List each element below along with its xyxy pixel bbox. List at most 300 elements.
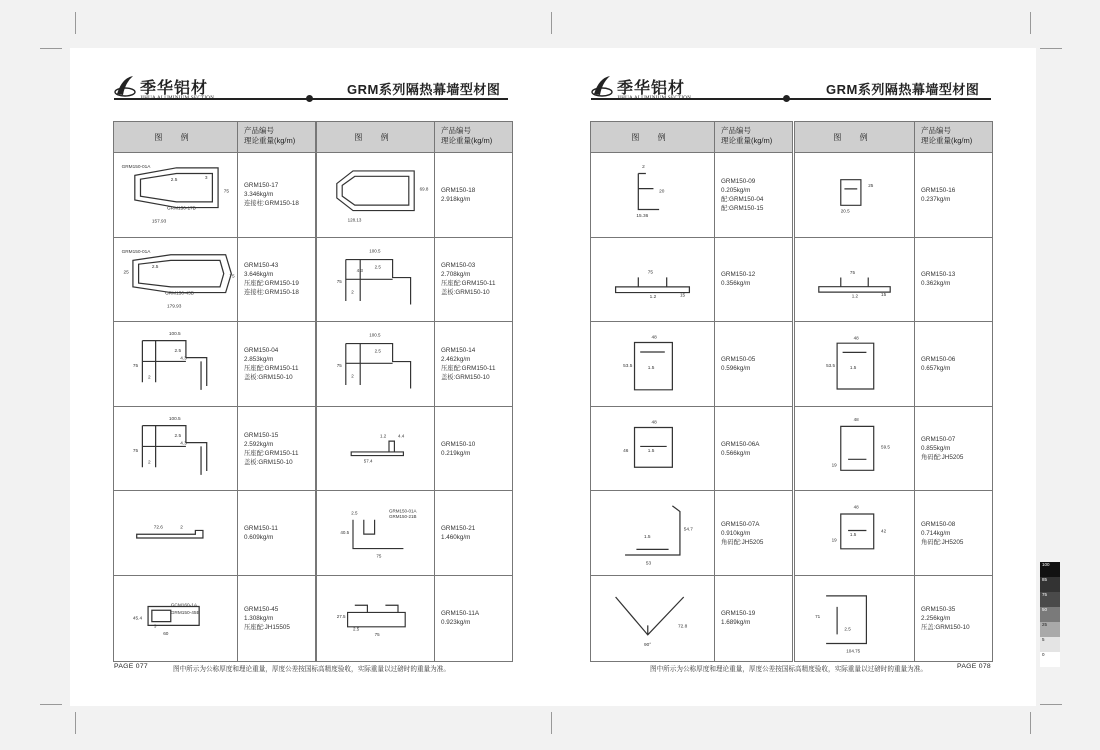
dimension-label: 48	[853, 335, 859, 341]
dimension-label: 53.5	[623, 364, 633, 370]
profile-note: 压座配:GRM150-11	[244, 449, 299, 457]
dimension-label: GRM150-01A	[389, 508, 417, 514]
table-row	[317, 576, 512, 661]
profile-info	[435, 407, 512, 491]
profile-svg	[317, 491, 434, 575]
header-info	[238, 122, 315, 152]
profile-info	[435, 238, 512, 322]
profile-drawing	[591, 491, 715, 575]
dimension-label: 75	[336, 278, 342, 284]
profile-code: GRM150-14	[441, 346, 476, 354]
profile-code: GRM150-09	[721, 177, 756, 185]
profile-info	[238, 576, 315, 661]
profile-code: GRM150-43	[244, 262, 279, 270]
profile-svg	[795, 407, 914, 491]
profile-outline	[826, 596, 866, 644]
profile-info	[715, 576, 792, 661]
left-page	[70, 48, 553, 706]
profile-outline	[841, 180, 861, 206]
crop-mark	[40, 704, 62, 705]
profile-code: GRM150-08	[921, 520, 956, 528]
profile-weight: 0.910kg/m	[721, 529, 751, 537]
profile-code: GRM150-07A	[721, 520, 760, 528]
header-dot	[783, 95, 790, 102]
header-code-label: 产品编号	[441, 126, 471, 135]
profile-svg	[114, 238, 237, 322]
profile-outline	[841, 426, 874, 470]
profile-info	[915, 238, 992, 322]
color-swatch: 100	[1040, 562, 1060, 577]
profile-outline	[135, 168, 218, 208]
profile-weight: 2.462kg/m	[441, 355, 471, 363]
header-code-label: 产品编号	[921, 126, 951, 135]
profile-outline	[133, 254, 231, 292]
dimension-label: 2.5	[151, 264, 159, 270]
profile-svg	[317, 407, 434, 491]
profile-info	[238, 407, 315, 491]
dimension-label: 1.2	[649, 294, 657, 300]
crop-mark	[551, 12, 552, 34]
profile-info	[435, 491, 512, 575]
table-row	[114, 153, 315, 238]
profile-code: GRM150-45	[244, 605, 279, 613]
profile-code: GRM150-35	[921, 605, 956, 613]
profile-note: 连接柱:GRM150-18	[244, 200, 299, 208]
profile-drawing	[795, 491, 915, 575]
dimension-label: 40.5	[340, 530, 350, 536]
table-row	[591, 576, 792, 661]
header-figure: 图 例	[591, 122, 715, 152]
profile-drawing	[317, 576, 435, 661]
table-row	[114, 576, 315, 661]
profile-svg	[795, 322, 914, 406]
profile-outline	[351, 441, 403, 455]
color-swatch: 5	[1040, 637, 1060, 652]
table-row	[795, 322, 992, 407]
profile-weight: 0.609kg/m	[244, 534, 274, 542]
profile-drawing	[317, 491, 435, 575]
table-row	[114, 491, 315, 576]
header-info	[435, 122, 512, 152]
table-header	[795, 122, 992, 153]
profile-svg	[114, 576, 237, 661]
table-row	[591, 322, 792, 407]
dimension-label: 45.4	[132, 616, 143, 622]
dimension-label: 2	[180, 525, 183, 531]
profile-info	[715, 491, 792, 575]
profile-outline	[616, 597, 684, 635]
profile-note: 压座配:GRM150-11	[441, 280, 496, 288]
dimension-label: 54.7	[683, 527, 693, 533]
dimension-label: 4.3	[356, 267, 363, 273]
table-row	[317, 238, 512, 323]
profile-drawing	[795, 238, 915, 322]
dimension-label: 3	[153, 624, 157, 630]
profile-note: 压座配:JH15505	[244, 623, 290, 631]
profile-weight: 1.689kg/m	[721, 619, 751, 627]
profile-svg	[795, 491, 914, 575]
profile-code: GRM150-05	[721, 355, 756, 363]
dimension-label: 1.2	[851, 293, 859, 299]
profile-drawing	[591, 153, 715, 237]
profile-info	[435, 322, 512, 406]
dimension-label: GRM150-01A	[121, 249, 151, 255]
profile-note: 角码配:JH5205	[721, 538, 764, 546]
dimension-label: 57.4	[363, 458, 373, 464]
profile-drawing	[317, 153, 435, 237]
profile-weight: 2.592kg/m	[244, 440, 274, 448]
profile-code: GRM150-07	[921, 436, 956, 444]
profile-outline	[142, 425, 206, 474]
profile-svg	[317, 322, 434, 406]
header-weight-label: 理论重量(kg/m)	[441, 136, 493, 145]
dimension-label: 15	[679, 292, 686, 298]
dimension-label: 48	[853, 504, 859, 510]
table-row	[795, 576, 992, 661]
profile-code: GRM150-18	[441, 186, 476, 194]
dimension-label: 2.5	[174, 349, 182, 355]
table-row	[591, 238, 792, 323]
profile-info	[915, 407, 992, 491]
profile-drawing	[591, 407, 715, 491]
profile-info	[435, 153, 512, 237]
profile-svg	[795, 238, 914, 322]
profile-weight: 0.714kg/m	[921, 529, 951, 537]
profile-outline	[616, 277, 690, 292]
profile-code: GRM150-06A	[721, 440, 760, 448]
header-weight-label: 理论重量(kg/m)	[721, 136, 773, 145]
profile-weight: 3.646kg/m	[244, 271, 274, 279]
profile-drawing	[114, 322, 238, 406]
dimension-label: 2.5	[170, 178, 178, 184]
dimension-label: 48	[853, 416, 859, 422]
profile-weight: 2.708kg/m	[441, 271, 471, 279]
crop-mark	[1040, 704, 1062, 705]
dimension-label: 53.5	[826, 363, 836, 369]
dimension-label: 53	[645, 561, 652, 567]
profile-note: 压盖:GRM150-10	[921, 623, 970, 631]
profile-info	[715, 238, 792, 322]
dimension-label: 69.8	[419, 186, 429, 192]
dimension-label: 100.5	[369, 247, 381, 253]
profile-outline	[819, 277, 890, 292]
profile-code: GRM150-15	[244, 431, 279, 439]
dimension-label: GRM150-21B	[389, 514, 417, 520]
dimension-label: 157.93	[151, 219, 167, 225]
profile-svg	[317, 153, 434, 237]
dimension-label: 90°	[643, 643, 652, 649]
profile-info	[915, 576, 992, 661]
profile-drawing	[317, 407, 435, 491]
profile-note: 连接柱:GRM150-18	[244, 289, 299, 297]
profile-note: 角码配:JH5205	[921, 454, 964, 462]
dimension-label: 2	[148, 375, 151, 381]
profile-note: 角码配:JH5205	[921, 538, 964, 546]
profile-drawing	[795, 407, 915, 491]
profile-table	[794, 121, 993, 662]
dimension-label: 42	[881, 528, 887, 534]
dimension-label: 71	[815, 613, 821, 619]
color-swatch: 50	[1040, 607, 1060, 622]
profile-outline	[638, 174, 659, 210]
profile-info	[238, 238, 315, 322]
dimension-label: GRM150-17B	[166, 206, 196, 212]
logo-mark-icon	[114, 74, 136, 98]
profile-svg	[114, 153, 237, 237]
profile-code: GRM150-10	[441, 440, 476, 448]
profile-outline	[841, 514, 874, 549]
header-weight-label: 理论重量(kg/m)	[921, 136, 973, 145]
profile-drawing	[114, 407, 238, 491]
profile-info	[715, 153, 792, 237]
dimension-label: 72.6	[153, 525, 163, 531]
dimension-label: 2.5	[174, 433, 182, 439]
dimension-label: 75	[336, 363, 342, 369]
profile-outline	[635, 427, 673, 467]
brand-name: 季华铝材	[617, 77, 686, 97]
profile-weight: 0.596kg/m	[721, 364, 751, 372]
profile-svg	[591, 153, 714, 237]
dimension-label: GRM150-01A	[121, 164, 151, 170]
table-row	[317, 407, 512, 492]
dimension-label: 46	[623, 448, 629, 454]
profile-info	[238, 153, 315, 237]
dimension-label: 15.36	[636, 214, 649, 220]
dimension-label: 2	[642, 164, 645, 170]
dimension-label: 59.5	[881, 444, 890, 450]
profile-note: 盖板:GRM150-10	[244, 458, 293, 466]
profile-table	[113, 121, 316, 662]
table-row	[114, 407, 315, 492]
profile-weight: 0.219kg/m	[441, 449, 471, 457]
profile-drawing	[317, 238, 435, 322]
profile-code: GRM150-21	[441, 525, 476, 533]
profile-drawing	[795, 576, 915, 661]
dimension-label: 1.5	[849, 365, 857, 371]
profile-outline	[625, 506, 680, 555]
dimension-label: 2.5	[374, 264, 381, 270]
dimension-label: 1.2	[380, 433, 387, 439]
profile-outline	[337, 171, 414, 211]
dimension-label: 100.5	[168, 416, 181, 422]
profile-weight: 1.308kg/m	[244, 614, 274, 622]
profile-info	[915, 491, 992, 575]
table-row	[114, 322, 315, 407]
profile-svg	[114, 491, 237, 575]
table-header	[591, 122, 792, 153]
profile-svg	[795, 153, 914, 237]
table-row	[317, 153, 512, 238]
dimension-label: 2	[351, 373, 354, 379]
dimension-label: 4.3	[180, 441, 187, 447]
brand-logo	[591, 74, 685, 98]
dimension-label: 4.4	[398, 433, 405, 439]
brand-logo	[114, 74, 208, 98]
profile-outline	[137, 531, 203, 539]
dimension-label: 75	[376, 553, 382, 559]
profile-weight: 3.346kg/m	[244, 191, 274, 199]
dimension-label: GCM160-1A	[170, 603, 198, 609]
profile-svg	[591, 322, 714, 406]
dimension-label: 1.5	[647, 448, 655, 454]
header-figure: 图 例	[795, 122, 915, 152]
dimension-label: 48	[651, 420, 657, 426]
profile-outline	[348, 605, 406, 627]
table-row	[795, 238, 992, 323]
dimension-label: 2.5	[351, 510, 358, 516]
profile-svg	[114, 407, 237, 491]
dimension-label: 75	[132, 364, 139, 370]
dimension-label: 100.5	[369, 332, 381, 338]
header-figure: 图 例	[317, 122, 435, 152]
dimension-label: 75	[223, 189, 230, 195]
table-row	[795, 491, 992, 576]
table-header	[114, 122, 315, 153]
profile-note: 压座配:GRM150-19	[244, 280, 299, 288]
crop-mark	[75, 12, 76, 34]
dimension-label: 75	[229, 274, 235, 280]
series-title: GRM系列隔热幕墙型材图	[347, 82, 501, 97]
catalog-spread	[70, 48, 1036, 706]
table-row	[795, 407, 992, 492]
table-header	[317, 122, 512, 153]
profile-info	[238, 322, 315, 406]
profile-code: GRM150-16	[921, 186, 956, 194]
table-row	[591, 491, 792, 576]
dimension-label: 2.5	[353, 626, 360, 632]
profile-svg	[591, 238, 714, 322]
table-row	[114, 238, 315, 323]
profile-drawing	[114, 576, 238, 661]
profile-svg	[795, 576, 914, 661]
profile-code: GRM150-19	[721, 610, 756, 618]
header-rule	[591, 98, 991, 100]
profile-drawing	[114, 491, 238, 575]
profile-weight: 0.657kg/m	[921, 364, 951, 372]
header-weight-label: 理论重量(kg/m)	[244, 136, 296, 145]
dimension-label: 1.5	[643, 535, 651, 541]
dimension-label: 2	[148, 460, 151, 466]
profile-info	[915, 153, 992, 237]
footer-note: 图中所示为公称厚度和理论重量，厚度公差按国标高精度验收，实际重量以过磅时的重量为准。	[650, 666, 927, 673]
profile-drawing	[114, 153, 238, 237]
crop-mark	[40, 48, 62, 49]
color-swatch: 85	[1040, 577, 1060, 592]
dimension-label: 75	[647, 270, 654, 276]
dimension-label: 75	[849, 269, 856, 275]
series-title: GRM系列隔热幕墙型材图	[826, 82, 980, 97]
crop-mark	[1040, 48, 1062, 49]
profile-drawing	[114, 238, 238, 322]
header-code-label: 产品编号	[244, 126, 274, 135]
profile-weight: 0.237kg/m	[921, 195, 951, 203]
table-row	[795, 153, 992, 238]
dimension-label: GRM150-45B	[170, 611, 200, 617]
right-page	[553, 48, 1036, 706]
dimension-label: 1.5	[647, 366, 655, 372]
profile-drawing	[591, 576, 715, 661]
dimension-label: 48	[651, 335, 657, 341]
dimension-label: 3	[204, 176, 208, 182]
color-swatch: 0	[1040, 652, 1060, 667]
dimension-label: 2.5	[374, 348, 381, 354]
dimension-label: 75	[374, 631, 380, 637]
profile-weight: 2.256kg/m	[921, 614, 951, 622]
profile-info	[715, 407, 792, 491]
dimension-label: 4.3	[180, 356, 187, 362]
profile-drawing	[591, 238, 715, 322]
profile-code: GRM150-06	[921, 355, 956, 363]
profile-drawing	[795, 322, 915, 406]
dimension-label: 104.75	[846, 648, 861, 654]
profile-svg	[114, 322, 237, 406]
profile-code: GRM150-17	[244, 182, 279, 190]
profile-drawing	[795, 153, 915, 237]
profile-code: GRM150-13	[921, 271, 956, 279]
profile-note: 盖板:GRM150-10	[441, 289, 490, 297]
dimension-label: 19	[831, 537, 837, 543]
profile-svg	[317, 576, 434, 661]
profile-info	[238, 491, 315, 575]
header-info	[715, 122, 792, 152]
profile-weight: 0.205kg/m	[721, 186, 751, 194]
profile-weight: 2.918kg/m	[441, 195, 471, 203]
dimension-label: 19	[831, 462, 837, 468]
brand-name: 季华铝材	[140, 77, 209, 97]
table-row	[317, 322, 512, 407]
dimension-label: 72.8	[678, 624, 688, 630]
color-swatch: 25	[1040, 622, 1060, 637]
page-number: PAGE 078	[957, 663, 992, 670]
dimension-label: 75	[132, 448, 139, 454]
profile-weight: 0.356kg/m	[721, 280, 751, 288]
profile-code: GRM150-04	[244, 346, 279, 354]
color-swatch-strip	[1040, 562, 1060, 667]
dimension-label: 15	[881, 291, 887, 297]
profile-svg	[317, 238, 434, 322]
profile-weight: 2.853kg/m	[244, 355, 274, 363]
table-row	[317, 491, 512, 576]
profile-drawing	[317, 322, 435, 406]
profile-code: GRM150-11	[244, 525, 278, 533]
dimension-label: 27.5	[336, 613, 346, 619]
profile-drawing	[591, 322, 715, 406]
profile-info	[915, 322, 992, 406]
profile-code: GRM150-03	[441, 262, 476, 270]
dimension-label: 20.5	[840, 208, 850, 214]
profile-weight: 0.566kg/m	[721, 449, 751, 457]
header-code-label: 产品编号	[721, 126, 751, 135]
dimension-label: 179.93	[166, 304, 182, 310]
profile-note: 压座配:GRM150-11	[244, 364, 299, 372]
profile-note: 配:GRM150-04	[721, 195, 764, 203]
profile-info	[435, 576, 512, 661]
profile-svg	[591, 576, 714, 661]
header-dot	[306, 95, 313, 102]
table-row	[591, 407, 792, 492]
dimension-label: 1.5	[849, 532, 857, 538]
profile-code: GRM150-11A	[441, 610, 480, 618]
profile-svg	[591, 407, 714, 491]
dimension-label: 2.5	[844, 626, 851, 632]
profile-table	[316, 121, 513, 662]
profile-table	[590, 121, 793, 662]
header-figure: 图 例	[114, 122, 238, 152]
dimension-label: GRM150-43B	[165, 291, 194, 297]
crop-mark	[1030, 12, 1031, 34]
crop-mark	[75, 712, 76, 734]
page-number: PAGE 077	[114, 663, 149, 670]
